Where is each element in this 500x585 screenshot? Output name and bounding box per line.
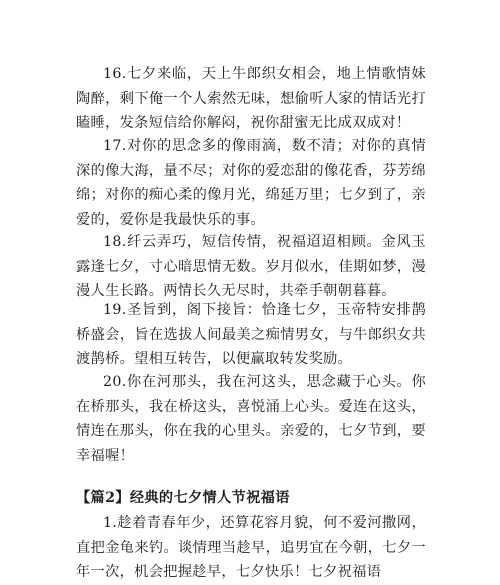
- paragraph-16: 16.七夕来临，天上牛郎织女相会，地上情歌情妹陶醉，剩下俺一个人索然无味，想偷听人家的情话光打瞌睡，发条短信给你解闷，祝你甜蜜无比成双成对！: [76, 66, 426, 132]
- paragraph-19: 19.圣旨到，阁下接旨：恰逢七夕，玉帝特安排鹊桥盛会，旨在选拔人间最美之痴情男女，与牛郎织女共渡鹊桥。望相互转告，以便赢取转发奖励。: [76, 302, 426, 368]
- paragraph-20: 20.你在河那头，我在河这头，思念藏于心头。你在桥那头，我在桥这头，喜悦涌上心头。爱连在这头，情连在那头，你在我的心里头。亲爱的，七夕节到，要幸福喔！: [76, 374, 426, 464]
- paragraph-17: 17.对你的思念多的像雨滴，数不清；对你的真情深的像大海，量不尽；对你的爱恋甜的像花香，芬芳绵绵；对你的痴心柔的像月光，绵延万里；七夕到了，亲爱的，爱你是我最快乐的事。: [76, 138, 426, 228]
- paragraph-18: 18.纤云弄巧，短信传情，祝福迢迢相顾。金风玉露逢七夕，寸心暗思情无数。岁月似水，佳期如梦，漫漫人生长路。两情长久无尽时，共牵手朝朝暮暮。: [76, 234, 426, 300]
- section2-paragraph-1: 1.趁着青春年少，还算花容月貌，何不爱河撒网，直把金龟来钓。谈情理当趁早，追男宜在今朝，七夕一年一次，机会把握趁早，七夕快乐！七夕祝福语: [76, 515, 426, 581]
- section-heading: 【篇2】经典的七夕情人节祝福语: [76, 490, 290, 506]
